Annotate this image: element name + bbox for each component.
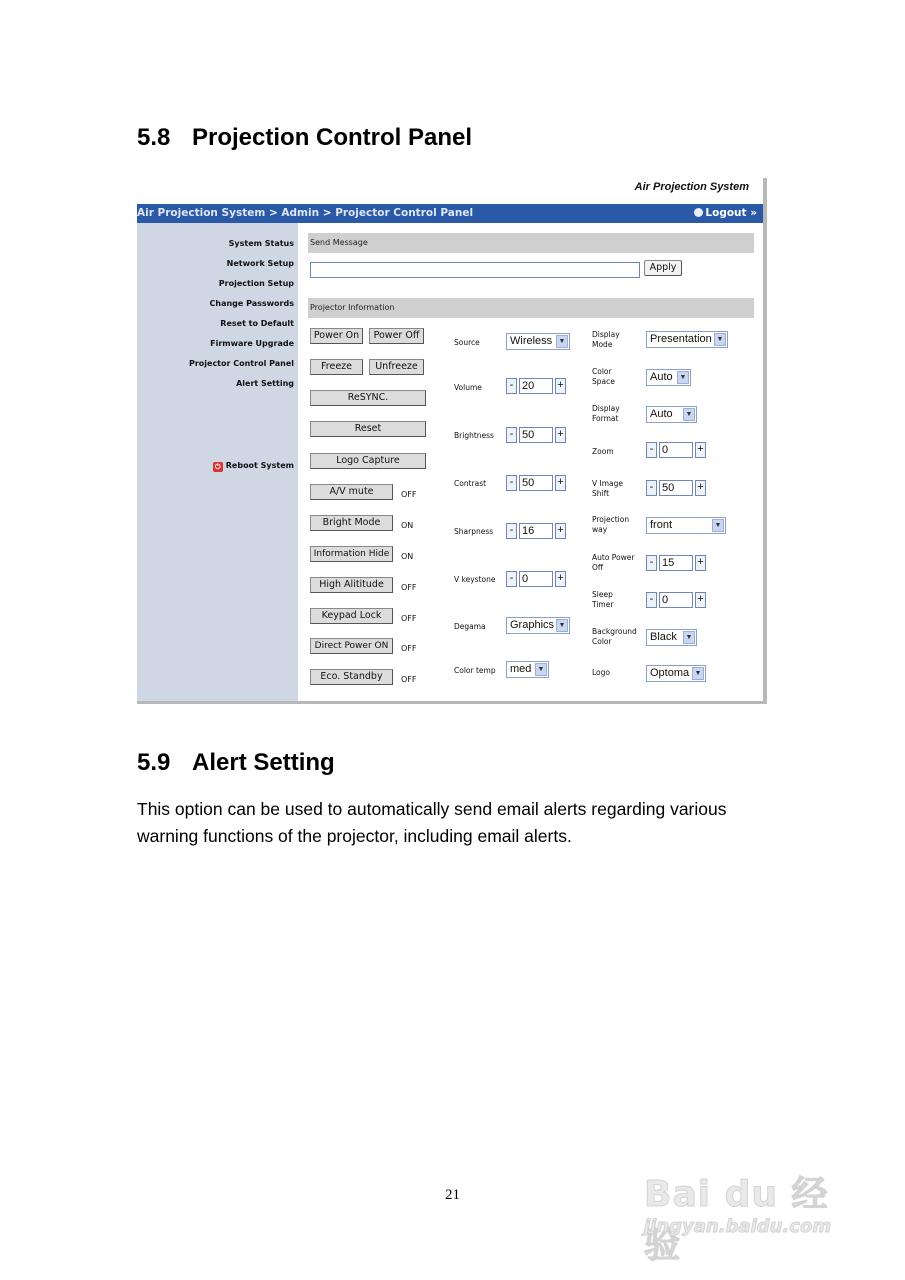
- sleep-timer-decrease-button[interactable]: -: [646, 592, 657, 608]
- volume-increase-button[interactable]: +: [555, 378, 566, 394]
- degama-value: Graphics: [510, 619, 555, 631]
- brightness-label: Brightness: [454, 431, 494, 440]
- auto-power-off-label: Auto Power Off: [592, 553, 635, 572]
- v-image-shift-input[interactable]: 50: [659, 480, 693, 496]
- display-mode-label: Display Mode: [592, 330, 620, 349]
- alert-setting-description: This option can be used to automatically send email alerts regarding various warning functions of the projector, including email alerts.: [137, 799, 727, 846]
- keypad-lock-state: OFF: [401, 614, 417, 623]
- eco-standby-button[interactable]: Eco. Standby: [310, 669, 393, 685]
- color-temp-label: Color temp: [454, 666, 496, 675]
- projection-control-panel-screenshot: [137, 178, 767, 704]
- chevron-down-icon: ▼: [712, 519, 724, 532]
- logo-label: Logo: [592, 668, 610, 677]
- v-keystone-label: V keystone: [454, 575, 496, 584]
- apply-button[interactable]: Apply: [644, 260, 682, 276]
- auto-power-off-increase-button[interactable]: +: [695, 555, 706, 571]
- chevron-down-icon: ▼: [556, 335, 568, 348]
- sidebar: [137, 223, 298, 701]
- direct-power-on-button[interactable]: Direct Power ON: [310, 638, 393, 654]
- volume-decrease-button[interactable]: -: [506, 378, 517, 394]
- chevron-down-icon: ▼: [535, 663, 547, 676]
- contrast-stepper: [506, 475, 568, 492]
- sidebar-item-system-status[interactable]: System Status: [228, 239, 294, 248]
- v-image-shift-increase-button[interactable]: +: [695, 480, 706, 496]
- logout-label: Logout »: [705, 207, 757, 219]
- section-title: Alert Setting: [192, 749, 335, 776]
- auto-power-off-decrease-button[interactable]: -: [646, 555, 657, 571]
- bright-mode-button[interactable]: Bright Mode: [310, 515, 393, 531]
- section-title: Projection Control Panel: [192, 124, 473, 151]
- zoom-input[interactable]: 0: [659, 442, 693, 458]
- logout-icon: [694, 208, 703, 217]
- degama-select[interactable]: [506, 617, 570, 634]
- freeze-button[interactable]: Freeze: [310, 359, 363, 375]
- sleep-timer-label: Sleep Timer: [592, 590, 614, 609]
- background-color-label: Background Color: [592, 627, 637, 646]
- source-label: Source: [454, 338, 480, 347]
- volume-label: Volume: [454, 383, 482, 392]
- sharpness-stepper: [506, 523, 568, 540]
- zoom-decrease-button[interactable]: -: [646, 442, 657, 458]
- chevron-down-icon: ▼: [683, 408, 695, 421]
- watermark-brand: Bai du 经验: [644, 1174, 829, 1266]
- section-heading-5-8: [137, 124, 472, 152]
- chevron-down-icon: ▼: [714, 333, 726, 346]
- source-select[interactable]: [506, 333, 570, 350]
- breadcrumb-separator: >: [265, 207, 282, 219]
- v-keystone-input[interactable]: 0: [519, 571, 553, 587]
- breadcrumb-current: Projector Control Panel: [335, 207, 474, 219]
- projection-way-select[interactable]: [646, 517, 726, 534]
- display-mode-select[interactable]: [646, 331, 728, 348]
- sharpness-increase-button[interactable]: +: [555, 523, 566, 539]
- high-altitude-button[interactable]: High Alititude: [310, 577, 393, 593]
- auto-power-off-input[interactable]: 15: [659, 555, 693, 571]
- projector-information-header: Projector Information: [308, 298, 754, 318]
- contrast-label: Contrast: [454, 479, 487, 488]
- resync-button[interactable]: ReSYNC.: [310, 390, 426, 406]
- breadcrumb: [137, 207, 473, 219]
- v-image-shift-label: V Image Shift: [592, 479, 624, 498]
- logo-value: Optoma: [650, 667, 690, 679]
- information-hide-state: ON: [401, 552, 414, 561]
- volume-stepper: [506, 378, 568, 395]
- breadcrumb-root[interactable]: Air Projection System: [137, 207, 266, 219]
- sidebar-item-projector-control-panel[interactable]: Projector Control Panel: [188, 359, 294, 368]
- sharpness-decrease-button[interactable]: -: [506, 523, 517, 539]
- power-on-button[interactable]: Power On: [310, 328, 363, 344]
- reboot-system-link[interactable]: [213, 461, 294, 472]
- zoom-stepper: [646, 442, 708, 459]
- keypad-lock-button[interactable]: Keypad Lock: [310, 608, 393, 624]
- top-navigation-bar: [137, 204, 763, 223]
- display-format-select[interactable]: [646, 406, 697, 423]
- projection-way-label: Projection way: [592, 515, 630, 534]
- power-icon: ⏻: [213, 462, 223, 472]
- logo-capture-button[interactable]: Logo Capture: [310, 453, 426, 469]
- degama-label: Degama: [454, 622, 486, 631]
- source-value: Wireless: [510, 335, 553, 347]
- color-space-value: Auto: [650, 371, 673, 383]
- sharpness-input[interactable]: 16: [519, 523, 553, 539]
- sidebar-item-firmware-upgrade[interactable]: Firmware Upgrade: [210, 339, 294, 348]
- display-mode-value: Presentation: [650, 333, 712, 345]
- contrast-decrease-button[interactable]: -: [506, 475, 517, 491]
- color-temp-value: med: [510, 663, 532, 675]
- sidebar-item-projection-setup[interactable]: Projection Setup: [218, 279, 294, 288]
- v-keystone-stepper: [506, 571, 568, 588]
- sidebar-item-reset-to-default[interactable]: Reset to Default: [220, 319, 294, 328]
- chevron-down-icon: ▼: [683, 631, 695, 644]
- brand-title: Air Projection System: [634, 181, 749, 193]
- chevron-down-icon: ▼: [692, 667, 704, 680]
- breadcrumb-admin[interactable]: Admin: [281, 207, 320, 219]
- section-heading-5-9: [137, 749, 335, 777]
- color-space-select[interactable]: [646, 369, 691, 386]
- v-keystone-increase-button[interactable]: +: [555, 571, 566, 587]
- watermark-url: jingyan.baidu.com: [644, 1216, 832, 1237]
- breadcrumb-separator: >: [319, 207, 336, 219]
- logout-link[interactable]: [694, 207, 757, 219]
- chevron-down-icon: ▼: [556, 619, 568, 632]
- eco-standby-state: OFF: [401, 675, 417, 684]
- sidebar-item-alert-setting[interactable]: Alert Setting: [236, 379, 294, 388]
- av-mute-state: OFF: [401, 490, 417, 499]
- brightness-increase-button[interactable]: +: [555, 427, 566, 443]
- projection-way-value: front: [650, 519, 673, 531]
- chevron-down-icon: ▼: [677, 371, 689, 384]
- zoom-increase-button[interactable]: +: [695, 442, 706, 458]
- information-hide-button[interactable]: Information Hide: [310, 546, 393, 562]
- auto-power-off-stepper: [646, 555, 708, 572]
- baidu-jingyan-watermark: [640, 1140, 855, 1266]
- unfreeze-button[interactable]: Unfreeze: [369, 359, 424, 375]
- brightness-decrease-button[interactable]: -: [506, 427, 517, 443]
- power-off-button[interactable]: Power Off: [369, 328, 424, 344]
- volume-input[interactable]: 20: [519, 378, 553, 394]
- reboot-label: Reboot System: [225, 461, 294, 470]
- v-image-shift-stepper: [646, 480, 708, 497]
- color-temp-select[interactable]: [506, 661, 549, 678]
- send-message-input[interactable]: [310, 262, 640, 278]
- section-number: 5.9: [137, 749, 171, 776]
- direct-power-on-state: OFF: [401, 644, 417, 653]
- v-keystone-decrease-button[interactable]: -: [506, 571, 517, 587]
- reset-button[interactable]: Reset: [310, 421, 426, 437]
- display-format-value: Auto: [650, 408, 673, 420]
- sharpness-label: Sharpness: [454, 527, 494, 536]
- sidebar-item-network-setup[interactable]: Network Setup: [226, 259, 294, 268]
- contrast-increase-button[interactable]: +: [555, 475, 566, 491]
- sleep-timer-increase-button[interactable]: +: [695, 592, 706, 608]
- display-format-label: Display Format: [592, 404, 620, 423]
- av-mute-button[interactable]: A/V mute: [310, 484, 393, 500]
- background-color-select[interactable]: [646, 629, 697, 646]
- page-number: 21: [445, 1187, 460, 1203]
- color-space-label: Color Space: [592, 367, 615, 386]
- sleep-timer-input[interactable]: 0: [659, 592, 693, 608]
- sidebar-item-change-passwords[interactable]: Change Passwords: [209, 299, 294, 308]
- send-message-header: Send Message: [308, 233, 754, 253]
- bright-mode-state: ON: [401, 521, 414, 530]
- section-number: 5.8: [137, 124, 171, 151]
- brightness-input[interactable]: 50: [519, 427, 553, 443]
- high-altitude-state: OFF: [401, 583, 417, 592]
- background-color-value: Black: [650, 631, 677, 643]
- contrast-input[interactable]: 50: [519, 475, 553, 491]
- brightness-stepper: [506, 427, 568, 444]
- v-image-shift-decrease-button[interactable]: -: [646, 480, 657, 496]
- sleep-timer-stepper: [646, 592, 708, 609]
- logo-select[interactable]: [646, 665, 706, 682]
- zoom-label: Zoom: [592, 447, 614, 456]
